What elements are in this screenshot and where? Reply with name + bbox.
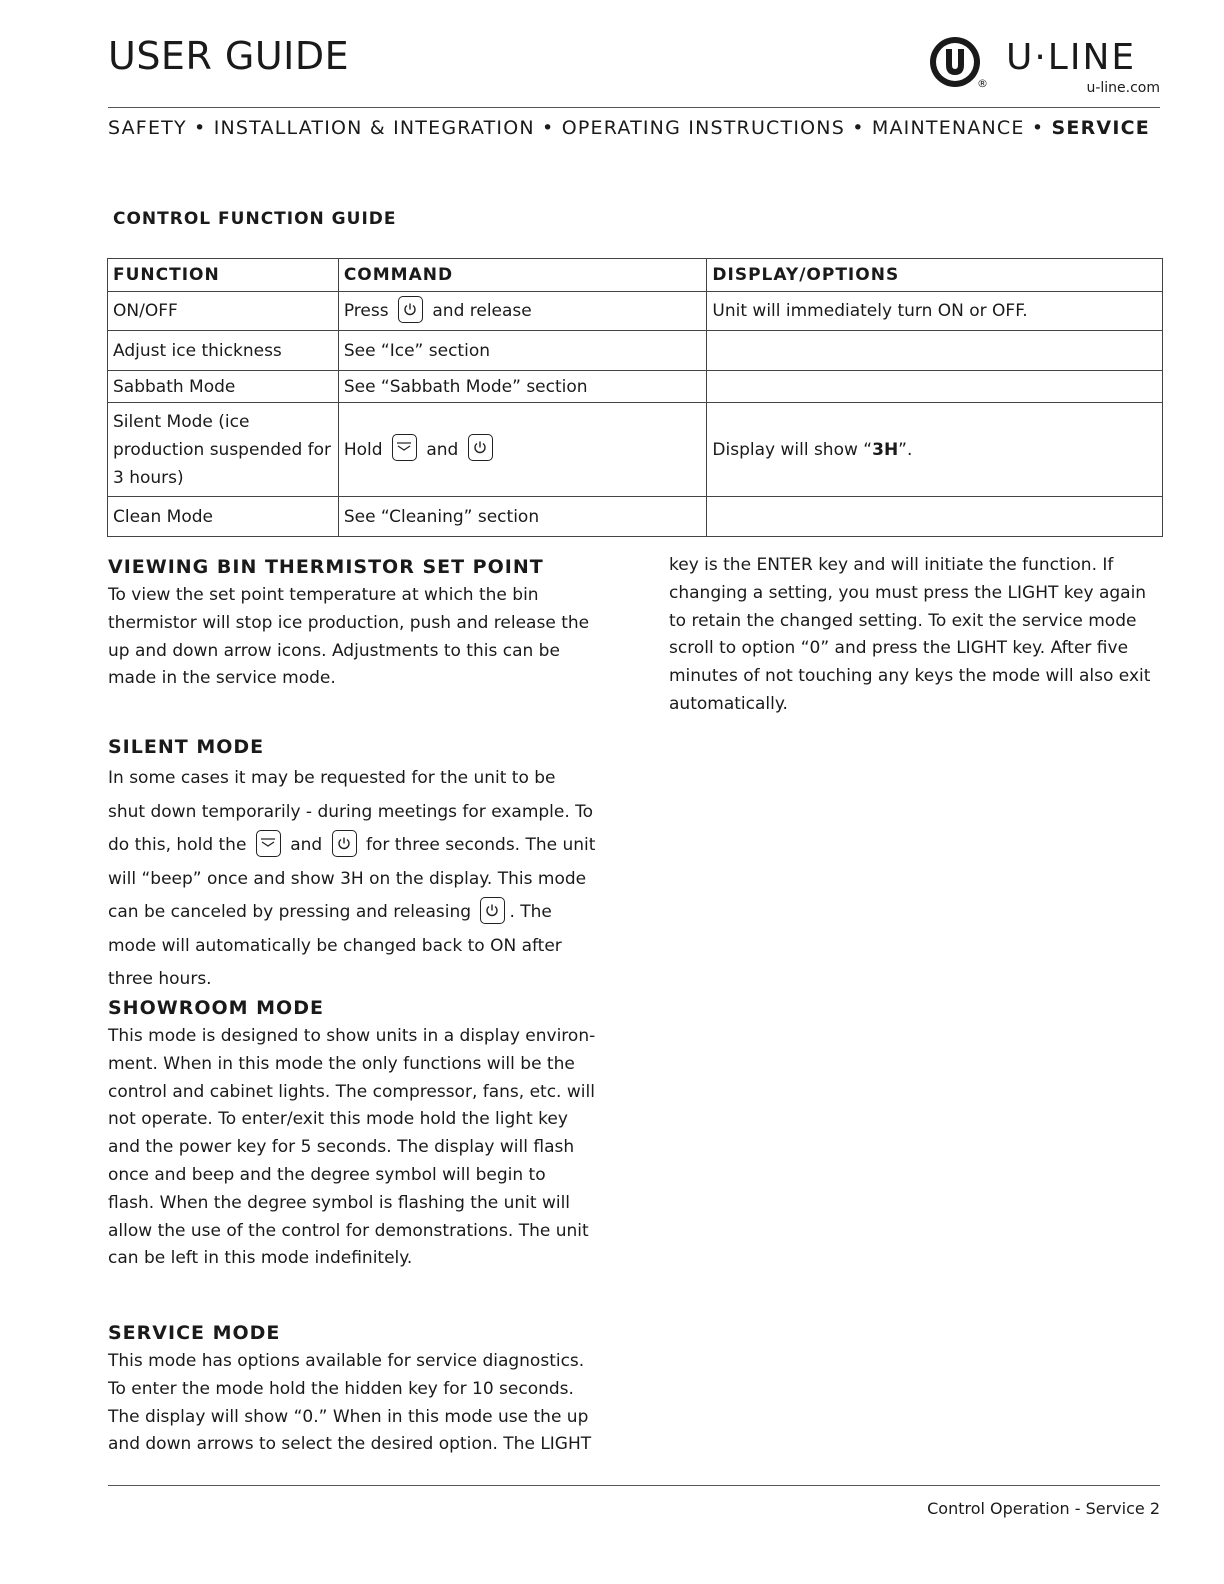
nav-separator: • — [1031, 117, 1045, 139]
section-showroom — [108, 993, 596, 1273]
table-row — [108, 331, 1163, 371]
cell-function: Sabbath Mode — [108, 371, 339, 403]
cell-command — [338, 292, 707, 331]
section-service-continued — [669, 552, 1159, 719]
cell-display-text: Display will show “ — [712, 439, 873, 460]
cell-command: See “Sabbath Mode” section — [338, 371, 707, 403]
power-key-icon — [468, 434, 493, 461]
section-service — [108, 1318, 596, 1459]
cell-command-text: and — [426, 439, 459, 460]
cell-function: Silent Mode (ice production suspended for 3 hours) — [108, 403, 339, 497]
cell-function: Adjust ice thickness — [108, 331, 339, 371]
nav-separator: • — [194, 117, 207, 139]
table-row — [108, 292, 1163, 331]
cell-function: Clean Mode — [108, 497, 339, 537]
cell-display: Unit will immediately turn ON or OFF. — [707, 292, 1163, 331]
control-guide-title: CONTROL FUNCTION GUIDE — [113, 209, 397, 229]
cell-display — [707, 331, 1163, 371]
down-key-icon — [256, 830, 281, 857]
brand-logo — [928, 35, 1160, 97]
cell-function: ON/OFF — [108, 292, 339, 331]
column-header-command: COMMAND — [338, 259, 707, 292]
registered-mark: ® — [977, 77, 988, 90]
uline-logo-icon — [928, 35, 982, 89]
brand-wordmark: U·LINE — [1006, 37, 1137, 78]
section-heading: SHOWROOM MODE — [108, 997, 324, 1019]
section-nav — [108, 117, 1150, 139]
section-body: This mode has options available for service diagnostics. To enter the mode hold the hidden key for 10 seconds. The display will show “0.” When in this mode use the up and down arrows to select the desired option. The LIGHT — [108, 1351, 592, 1455]
page-title: USER GUIDE — [108, 34, 350, 78]
table-row — [108, 403, 1163, 497]
nav-item-installation: INSTALLATION & INTEGRATION — [213, 117, 535, 139]
cell-display-bold: 3H — [872, 439, 899, 460]
table-header-row — [108, 259, 1163, 292]
power-key-icon — [480, 897, 505, 924]
nav-item-safety: SAFETY — [108, 117, 187, 139]
page-footer: Control Operation - Service 2 — [927, 1499, 1160, 1518]
cell-command: See “Cleaning” section — [338, 497, 707, 537]
footer-divider — [108, 1485, 1160, 1486]
cell-command-text: Hold — [343, 439, 383, 460]
down-key-icon — [392, 434, 417, 461]
nav-separator: • — [542, 117, 555, 139]
section-body: To view the set point temperature at which the bin thermistor will stop ice production, push and release the up and down arrow icons. Adjustments to this can be made in the service mode. — [108, 585, 590, 689]
nav-separator: • — [852, 117, 865, 139]
control-function-table — [107, 258, 1163, 537]
section-heading: SERVICE MODE — [108, 1322, 281, 1344]
cell-command-text: and release — [432, 301, 532, 321]
cell-command-text: Press — [343, 301, 389, 321]
table-row — [108, 371, 1163, 403]
cell-command — [338, 403, 707, 497]
section-body: key is the ENTER key and will initiate the function. If changing a setting, you must press the LIGHT key again to retain the changed setting. To exit the service mode scroll to option “0” and press the LIGHT key. After five minutes of not touching any keys the mode will also exit automatically. — [669, 555, 1151, 714]
cell-display — [707, 497, 1163, 537]
table-row — [108, 497, 1163, 537]
section-heading: SILENT MODE — [108, 736, 265, 758]
cell-display — [707, 403, 1163, 497]
section-body: This mode is designed to show units in a display environ-ment. When in this mode the only functions will be the control and cabinet lights. The compressor, fans, etc. will not operate. To enter/exit this mode hold the light key and the power key for 5 seconds. The display will flash once and beep and the degree symbol will begin to flash. When the degree symbol is flashing the unit will allow the use of the control for demonstrations. The unit can be left in this mode indefinitely. — [108, 1026, 596, 1269]
cell-display-text: ”. — [898, 439, 913, 460]
section-silent — [108, 732, 596, 997]
section-viewing — [108, 552, 596, 693]
cell-display — [707, 371, 1163, 403]
brand-url: u-line.com — [1086, 80, 1160, 96]
section-heading: VIEWING BIN THERMISTOR SET POINT — [108, 556, 544, 578]
power-key-icon — [332, 830, 357, 857]
nav-item-operating: OPERATING INSTRUCTIONS — [561, 117, 845, 139]
cell-command: See “Ice” section — [338, 331, 707, 371]
column-header-display: DISPLAY/OPTIONS — [707, 259, 1163, 292]
power-key-icon — [398, 296, 423, 323]
nav-item-service-active: SERVICE — [1051, 117, 1150, 139]
column-header-function: FUNCTION — [108, 259, 339, 292]
header-divider — [108, 107, 1160, 108]
section-body: In some cases it may be requested for the unit to be shut down temporarily - during meetings for example. To do this, hold the and for three seconds. The unit will “beep” once and show 3H on the display. This mode can be canceled by pressing and releasing . The mode will automatically be changed back to ON after three hours. — [108, 768, 596, 989]
nav-item-maintenance: MAINTENANCE — [871, 117, 1025, 139]
